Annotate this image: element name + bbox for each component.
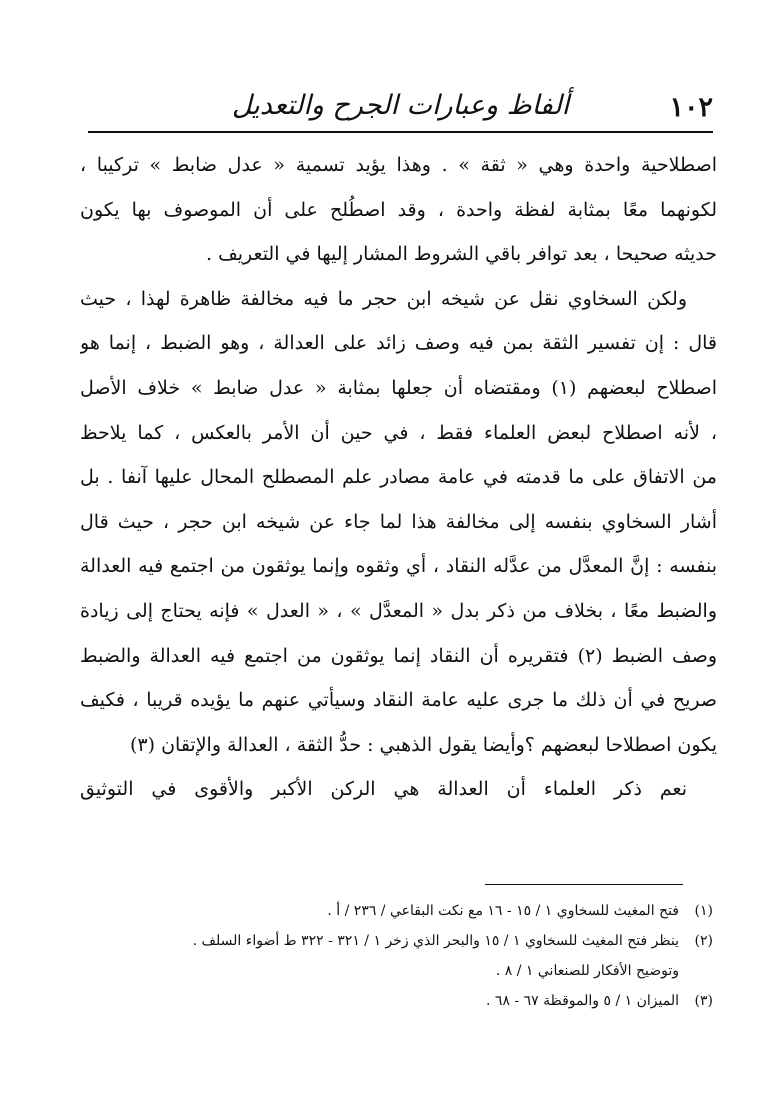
header-divider: [88, 131, 713, 133]
page-header: [88, 86, 713, 130]
text-line: ولكن السخاوي نقل عن شيخه ابن حجر ما فيه مخالفة ظاهرة لهذا ، حيث: [80, 287, 687, 310]
footnote-marker: (١): [694, 903, 713, 919]
text-line: اصطلاح لبعضهم (١) ومقتضاه أن جعلها بمثابة « عدل ضابط » خلاف الأصل: [80, 376, 717, 399]
footnote-text: الميزان ١ / ٥ والموقظة ٦٧ - ٦٨ .: [486, 993, 679, 1009]
footnote-divider: [485, 884, 683, 885]
footnotes: [70, 896, 713, 1016]
footnote-continuation: [70, 956, 713, 986]
footnote-text: وتوضيح الأفكار للصنعاني ١ / ٨ .: [495, 963, 679, 979]
footnote: [70, 896, 713, 926]
text-line: صريح في أن ذلك ما جرى عليه عامة النقاد وسيأتي عنهم ما يؤيده قريبا ، فكيف: [80, 689, 717, 712]
text-line: حديثه صحيحا ، بعد توافر باقي الشروط المشار إليها في التعريف .: [206, 243, 717, 266]
text-line: لكونهما معًا بمثابة لفظة واحدة ، وقد اصطُلح على أن الموصوف بها يكون: [80, 198, 717, 221]
text-line: والضبط معًا ، بخلاف من ذكر بدل « المعدَّل » ، « العدل » فإنه يحتاج إلى زيادة: [80, 599, 717, 622]
footnote-text: فتح المغيث للسخاوي ١ / ١٥ - ١٦ مع نكت البقاعي / ٢٣٦ / أ .: [327, 903, 679, 919]
footnote-marker: (٣): [694, 993, 713, 1009]
text-line: اصطلاحية واحدة وهي « ثقة » . وهذا يؤيد تسمية « عدل ضابط » تركيبا ،: [80, 154, 717, 176]
text-line: من الاتفاق على ما قدمته في عامة مصادر علم المصطلح المحال عليها آنفا . بل: [80, 466, 717, 489]
text-line: ، لأنه اصطلاح لبعض العلماء فقط ، في حين أن الأمر بالعكس ، كما يلاحظ: [80, 421, 717, 444]
text-line: بنفسه : إنَّ المعدَّل من عدَّله النقاد ، أي وثقوه وإنما يوثقون من اجتمع فيه العدالة: [80, 555, 717, 578]
text-line: يكون اصطلاحا لبعضهم ؟وأيضا يقول الذهبي : حدُّ الثقة ، العدالة والإتقان (٣): [129, 733, 717, 756]
footnote: [70, 926, 713, 956]
page-number: ١٠٢: [669, 92, 713, 123]
footnote-text: ينظر فتح المغيث للسخاوي ١ / ١٥ والبحر الذي زخر ١ / ٣٢١ - ٣٢٢ ط أضواء السلف .: [192, 933, 679, 949]
text-line: نعم ذكر العلماء أن العدالة هي الركن الأكبر والأقوى في التوثيق: [80, 778, 687, 801]
text-line: قال : إن تفسير الثقة بمن فيه وصف زائد على العدالة ، وهو الضبط ، إنما هو: [80, 332, 717, 355]
footnote: [70, 986, 713, 1016]
running-title: ألفاظ وعبارات الجرح والتعديل: [231, 90, 570, 121]
text-line: وصف الضبط (٢) فتقريره أن النقاد إنما يوثقون من اجتمع فيه العدالة والضبط: [80, 644, 717, 667]
footnote-marker: (٢): [694, 933, 713, 949]
text-line: أشار السخاوي بنفسه إلى مخالفة هذا لما جاء عن شيخه ابن حجر ، حيث قال: [80, 510, 717, 533]
main-text: [80, 143, 717, 812]
